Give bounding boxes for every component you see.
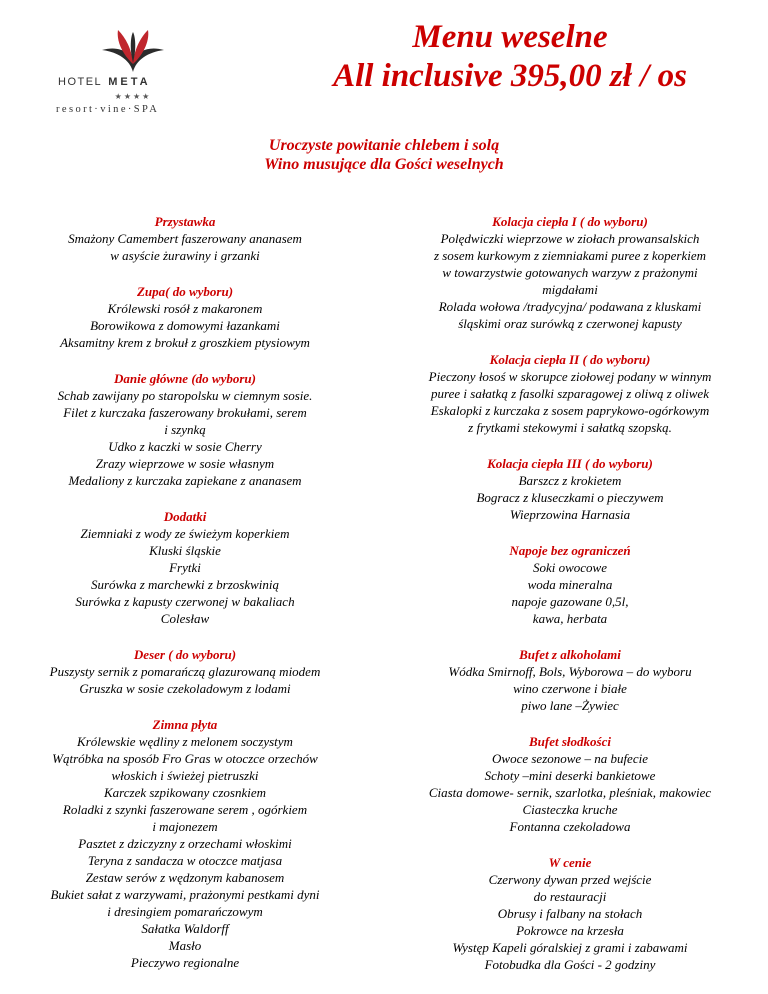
logo-stars: ★★★★ bbox=[114, 92, 152, 101]
menu-item-line: Owoce sezonowe – na bufecie bbox=[492, 751, 648, 766]
menu-item-line: kawa, herbata bbox=[532, 611, 608, 626]
menu-item-line: z frytkami stekowymi i sałatką szopską. bbox=[468, 420, 672, 435]
menu-item-line: Schab zawijany po staropolsku w ciemnym sosie. bbox=[57, 388, 313, 403]
menu-item-line: Ciasteczka kruche bbox=[522, 802, 618, 817]
menu-item-line: Zrazy wieprzowe w sosie własnym bbox=[95, 456, 275, 471]
menu-item-line: Borowikowa z domowymi łazankami bbox=[90, 318, 280, 333]
menu-item-line: Surówka z marchewki z brzoskwinią bbox=[90, 577, 280, 592]
menu-left-column bbox=[30, 213, 340, 990]
menu-item-line: piwo lane –Żywiec bbox=[521, 698, 619, 713]
menu-item-line: Ciasta domowe- sernik, szarlotka, pleśniak, makowiec bbox=[428, 785, 712, 800]
logo-wordmark bbox=[58, 76, 208, 88]
menu-section bbox=[30, 716, 340, 971]
menu-section bbox=[395, 351, 745, 436]
menu-item-line: w towarzystwie gotowanych warzyw z prażonymi bbox=[442, 265, 698, 280]
menu-item-line: woda mineralna bbox=[527, 577, 613, 592]
section-title: Kolacja ciepła I ( do wyboru) bbox=[492, 214, 648, 229]
logo-hotel-text: HOTEL bbox=[58, 76, 103, 88]
menu-item-line: z sosem kurkowym z ziemniakami puree z koperkiem bbox=[433, 248, 707, 263]
menu-right-column bbox=[395, 213, 745, 992]
menu-item-line: Gruszka w sosie czekoladowym z lodami bbox=[79, 681, 291, 696]
menu-item-line: do restauracji bbox=[533, 889, 607, 904]
menu-item-line: napoje gazowane 0,5l, bbox=[511, 594, 629, 609]
section-title: Przystawka bbox=[154, 214, 216, 229]
menu-item-line: Pokrowce na krzesła bbox=[516, 923, 624, 938]
menu-section bbox=[30, 213, 340, 264]
menu-item-line: i dresingiem pomarańczowym bbox=[107, 904, 263, 919]
menu-item-line: Polędwiczki wieprzowe w ziołach prowansalskich bbox=[440, 231, 700, 246]
menu-item-line: Fontanna czekoladowa bbox=[509, 819, 631, 834]
section-title: W cenie bbox=[548, 855, 592, 870]
section-title: Deser ( do wyboru) bbox=[133, 647, 237, 662]
welcome-line-wine: Wino musujące dla Gości weselnych bbox=[264, 156, 504, 173]
section-title: Dodatki bbox=[163, 509, 207, 524]
menu-section bbox=[395, 646, 745, 714]
logo-name-text: META bbox=[108, 76, 151, 88]
section-title: Danie główne (do wyboru) bbox=[114, 371, 256, 386]
menu-section bbox=[30, 370, 340, 489]
menu-item-line: Aksamitny krem z brokuł z groszkiem ptysiowym bbox=[60, 335, 310, 350]
menu-item-line: puree i sałatką z fasolki szparagowej z oliwą z oliwek bbox=[431, 386, 709, 401]
menu-item-line: Fotobudka dla Gości - 2 godziny bbox=[484, 957, 656, 972]
menu-item-line: Występ Kapeli góralskiej z grami i zabawami bbox=[452, 940, 688, 955]
menu-item-line: Zestaw serów z wędzonym kabanosem bbox=[85, 870, 285, 885]
menu-item-line: Pieczony łosoś w skorupce ziołowej podany w winnym bbox=[428, 369, 712, 384]
menu-item-line: Roladki z szynki faszerowane serem , ogórkiem bbox=[62, 802, 308, 817]
menu-item-line: Medaliony z kurczaka zapiekane z ananasem bbox=[68, 473, 302, 488]
section-title: Kolacja ciepła II ( do wyboru) bbox=[489, 352, 651, 367]
menu-item-line: w asyście żurawiny i grzanki bbox=[110, 248, 260, 263]
menu-item-line: Kluski śląskie bbox=[149, 543, 221, 558]
menu-item-line: Obrusy i falbany na stołach bbox=[497, 906, 643, 921]
menu-item-line: Schoty –mini deserki bankietowe bbox=[484, 768, 656, 783]
menu-item-line: Pasztet z dziczyzny z orzechami włoskimi bbox=[78, 836, 292, 851]
section-title: Bufet z alkoholami bbox=[519, 647, 621, 662]
menu-item-line: wino czerwone i białe bbox=[513, 681, 627, 696]
section-title: Zimna płyta bbox=[152, 717, 218, 732]
menu-section bbox=[30, 283, 340, 351]
menu-item-line: Sałatka Waldorff bbox=[141, 921, 229, 936]
menu-title: Menu weselne bbox=[412, 19, 608, 55]
menu-item-line: Colesław bbox=[160, 611, 210, 626]
menu-item-line: Ziemniaki z wody ze świeżym koperkiem bbox=[80, 526, 290, 541]
menu-section bbox=[30, 646, 340, 697]
menu-section bbox=[30, 508, 340, 627]
menu-section bbox=[395, 213, 745, 332]
section-title: Zupa( do wyboru) bbox=[136, 284, 234, 299]
menu-item-line: Eskalopki z kurczaka z sosem paprykowo-ogórkowym bbox=[430, 403, 710, 418]
menu-item-line: Masło bbox=[168, 938, 202, 953]
menu-item-line: Bukiet sałat z warzywami, prażonymi pestkami dyni bbox=[50, 887, 320, 902]
section-title: Bufet słodkości bbox=[529, 734, 611, 749]
menu-item-line: Frytki bbox=[169, 560, 201, 575]
menu-item-line: śląskimi oraz surówką z czerwonej kapusty bbox=[458, 316, 682, 331]
menu-item-line: Królewskie wędliny z melonem soczystym bbox=[77, 734, 293, 749]
menu-section bbox=[395, 542, 745, 627]
menu-section bbox=[395, 733, 745, 835]
menu-item-line: Puszysty sernik z pomarańczą glazurowaną miodem bbox=[49, 664, 321, 679]
menu-item-line: Pieczywo regionalne bbox=[130, 955, 240, 970]
menu-item-line: Wieprzowina Harnasia bbox=[509, 507, 631, 522]
section-title: Kolacja ciepła III ( do wyboru) bbox=[487, 456, 653, 471]
menu-item-line: Surówka z kapusty czerwonej w bakaliach bbox=[75, 594, 295, 609]
menu-item-line: Teryna z sandacza w otoczce matjasa bbox=[87, 853, 283, 868]
section-title: Napoje bez ograniczeń bbox=[509, 543, 631, 558]
menu-item-line: Soki owocowe bbox=[532, 560, 607, 575]
menu-item-line: i szynką bbox=[164, 422, 206, 437]
menu-item-line: Wątróbka na sposób Fro Gras w otoczce orzechów bbox=[52, 751, 318, 766]
menu-item-line: Wódka Smirnoff, Bols, Wyborowa – do wyboru bbox=[448, 664, 692, 679]
menu-item-line: Karczek szpikowany czosnkiem bbox=[104, 785, 266, 800]
menu-item-line: Smażony Camembert faszerowany ananasem bbox=[68, 231, 302, 246]
menu-item-line: Filet z kurczaka faszerowany brokułami, serem bbox=[63, 405, 307, 420]
hotel-logo bbox=[58, 24, 208, 120]
menu-price-title: All inclusive 395,00 zł / os bbox=[333, 58, 687, 94]
menu-item-line: Udko z kaczki w sosie Cherry bbox=[108, 439, 262, 454]
menu-item-line: Bogracz z kluseczkami o pieczywem bbox=[476, 490, 664, 505]
menu-item-line: migdałami bbox=[542, 282, 598, 297]
menu-item-line: Barszcz z krokietem bbox=[518, 473, 622, 488]
logo-tagline: resort·vine·SPA bbox=[56, 104, 160, 115]
menu-section bbox=[395, 455, 745, 523]
logo-mark-icon bbox=[100, 24, 166, 74]
menu-item-line: i majonezem bbox=[152, 819, 218, 834]
menu-item-line: Królewski rosół z makaronem bbox=[107, 301, 263, 316]
menu-item-line: Czerwony dywan przed wejście bbox=[488, 872, 652, 887]
menu-item-line: włoskich i świeżej pietruszki bbox=[111, 768, 259, 783]
welcome-line-bread: Uroczyste powitanie chlebem i solą bbox=[268, 137, 500, 154]
menu-section bbox=[395, 854, 745, 973]
menu-item-line: Rolada wołowa /tradycyjna/ podawana z kluskami bbox=[438, 299, 702, 314]
